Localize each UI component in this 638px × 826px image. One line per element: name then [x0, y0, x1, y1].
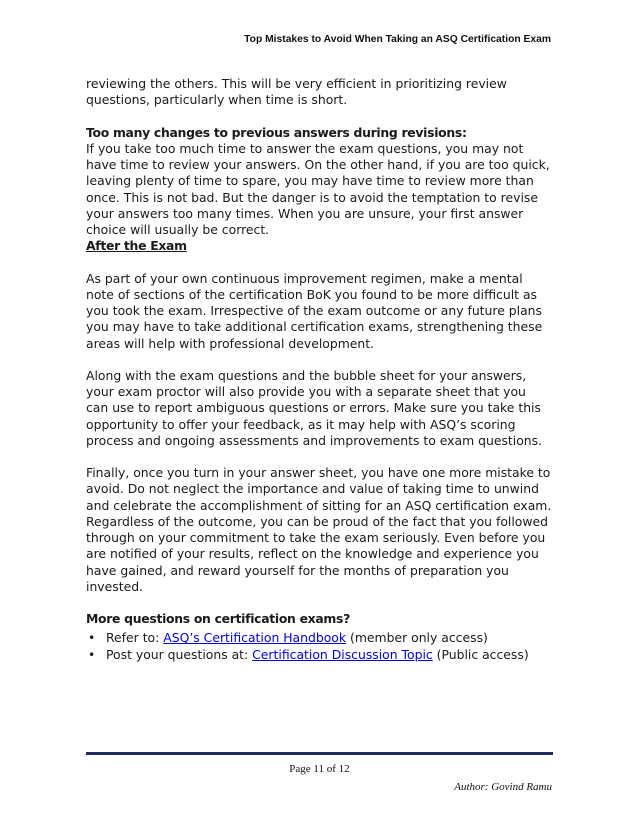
discussion-topic-link[interactable]: Certification Discussion Topic: [252, 646, 433, 662]
bullet-suffix: (member only access): [346, 630, 488, 646]
list-item: [86, 647, 552, 663]
after-exam-paragraph-1: As part of your own continuous improvement regimen, make a mental note of sections of the certification BoK you found to be more difficult as you took the exam. Irrespective of the exam outcome or any future plans you may have to take additional certification exams, strengthening these areas will help with professional development.: [86, 270, 543, 351]
running-header: Top Mistakes to Avoid When Taking an ASQ Certification Exam: [244, 34, 551, 45]
certification-handbook-link[interactable]: ASQ’s Certification Handbook: [163, 630, 347, 646]
footer-divider: [86, 752, 553, 755]
changes-paragraph: If you take too much time to answer the exam questions, you may not have time to review your answers. On the other hand, if you are too quick, leaving plenty of time to spare, you may have time to review more than once. This is not bad. But the danger is to avoid the temptation to revise your answers too many times. When you are unsure, your first answer choice will usually be correct.: [86, 140, 550, 237]
page-number: Page 11 of 12: [289, 763, 350, 775]
after-exam-paragraph-2: Along with the exam questions and the bubble sheet for your answers, your exam proctor will also provide you with a separate sheet that you can use to report ambiguous questions or errors. Make sure you take this opportunity to offer your feedback, as it may help with ASQ’s scoring process and ongoing assessments and improvements to exam questions.: [86, 367, 543, 448]
bullet-prefix: Refer to:: [106, 630, 164, 646]
bullet-prefix: Post your questions at:: [106, 646, 253, 662]
more-questions-heading: More questions on certification exams?: [86, 611, 351, 626]
changes-heading: Too many changes to previous answers during revisions:: [86, 124, 467, 140]
author-credit: Author: Govind Ramu: [454, 781, 552, 793]
after-exam-heading: After the Exam: [86, 238, 187, 254]
list-item: [86, 630, 552, 646]
after-exam-paragraph-3: Finally, once you turn in your answer sheet, you have one more mistake to avoid. Do not neglect the importance and value of taking time to unwind and celebrate the accomplishment of sitting for an ASQ certification exam. Regardless of the outcome, you can be proud of the fact that you followed through on your commitment to take the exam seriously. Even before you are notified of your results, reflect on the knowledge and experience you have gained, and reward yourself for the months of preparation you invested.: [86, 465, 552, 594]
resource-list: [86, 630, 552, 663]
intro-paragraph: reviewing the others. This will be very efficient in prioritizing review questions, particularly when time is short.: [86, 76, 507, 108]
page-body: [86, 76, 552, 663]
bullet-suffix: (Public access): [432, 646, 529, 662]
